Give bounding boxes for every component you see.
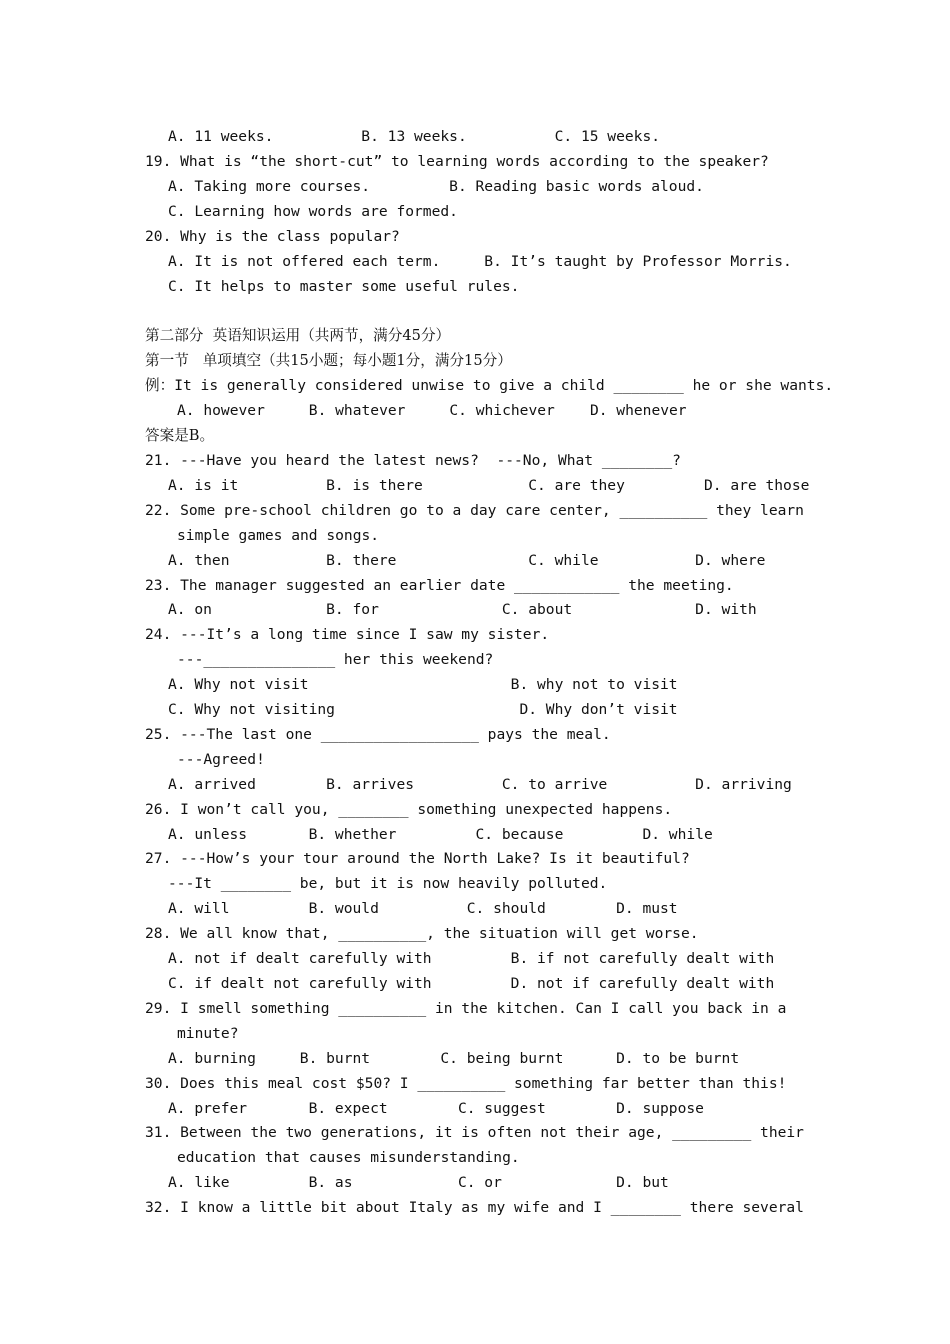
q29-options: A. burning B. burnt C. being burnt D. to be burnt (168, 1050, 740, 1067)
q25-options: A. arrived B. arrives C. to arrive D. arriving (168, 776, 792, 793)
q23-options: A. on B. for C. about D. with (168, 601, 757, 618)
q32-stem: 32. I know a little bit about Italy as my wife and I ________ there several (145, 1199, 804, 1216)
q25-stem: 25. ---The last one __________________ pays the meal. (145, 726, 611, 743)
q30-stem: 30. Does this meal cost $50? I __________ something far better than this! (145, 1075, 787, 1092)
example-options: A. however B. whatever C. whichever D. whenever (177, 402, 687, 419)
q28-options-ab: A. not if dealt carefully with B. if not carefully dealt with (168, 950, 775, 967)
q26-options: A. unless B. whether C. because D. while (168, 826, 713, 843)
q31-stem-cont: education that causes misunderstanding. (177, 1149, 520, 1166)
section-one-heading: 第一节 单项填空（共15小题；每小题1分，满分15分） (145, 352, 512, 369)
q22-stem: 22. Some pre-school children go to a day care center, __________ they learn (145, 502, 804, 519)
example-answer: 答案是B。 (145, 427, 215, 444)
q19-option-c: C. Learning how words are formed. (168, 203, 458, 220)
part-two-heading: 第二部分 英语知识运用（共两节，满分45分） (145, 327, 451, 344)
q31-stem: 31. Between the two generations, it is often not their age, _________ their (145, 1124, 804, 1141)
q27-options: A. will B. would C. should D. must (168, 900, 678, 917)
q22-stem-cont: simple games and songs. (177, 527, 380, 544)
q22-options: A. then B. there C. while D. where (168, 552, 766, 569)
q24-options-ab: A. Why not visit B. why not to visit (168, 676, 678, 693)
q31-options: A. like B. as C. or D. but (168, 1174, 669, 1191)
q27-stem-cont: ---It ________ be, but it is now heavily polluted. (168, 875, 608, 892)
q25-stem-cont: ---Agreed! (177, 751, 265, 768)
q30-options: A. prefer B. expect C. suggest D. suppose (168, 1100, 704, 1117)
q20-option-c: C. It helps to master some useful rules. (168, 278, 520, 295)
q29-stem: 29. I smell something __________ in the kitchen. Can I call you back in a (145, 1000, 787, 1017)
q24-stem-cont: ---_______________ her this weekend? (177, 651, 494, 668)
q28-options-cd: C. if dealt not carefully with D. not if carefully dealt with (168, 975, 775, 992)
q18-options: A. 11 weeks. B. 13 weeks. C. 15 weeks. (168, 128, 661, 145)
q21-stem: 21. ---Have you heard the latest news? ---No, What ________? (145, 452, 681, 469)
q24-options-cd: C. Why not visiting D. Why don’t visit (168, 701, 678, 718)
example-stem: 例：It is generally considered unwise to give a child ________ he or she wants. (145, 377, 834, 394)
q19-stem: 19. What is “the short-cut” to learning words according to the speaker? (145, 153, 769, 170)
q21-options: A. is it B. is there C. are they D. are those (168, 477, 810, 494)
q28-stem: 28. We all know that, __________, the situation will get worse. (145, 925, 699, 942)
q26-stem: 26. I won’t call you, ________ something unexpected happens. (145, 801, 673, 818)
q23-stem: 23. The manager suggested an earlier date ____________ the meeting. (145, 577, 734, 594)
q29-stem-cont: minute? (177, 1025, 239, 1042)
q20-options-ab: A. It is not offered each term. B. It’s taught by Professor Morris. (168, 253, 792, 270)
q27-stem: 27. ---How’s your tour around the North Lake? Is it beautiful? (145, 850, 690, 867)
q19-options-ab: A. Taking more courses. B. Reading basic words aloud. (168, 178, 704, 195)
q24-stem: 24. ---It’s a long time since I saw my sister. (145, 626, 550, 643)
q20-stem: 20. Why is the class popular? (145, 228, 400, 245)
